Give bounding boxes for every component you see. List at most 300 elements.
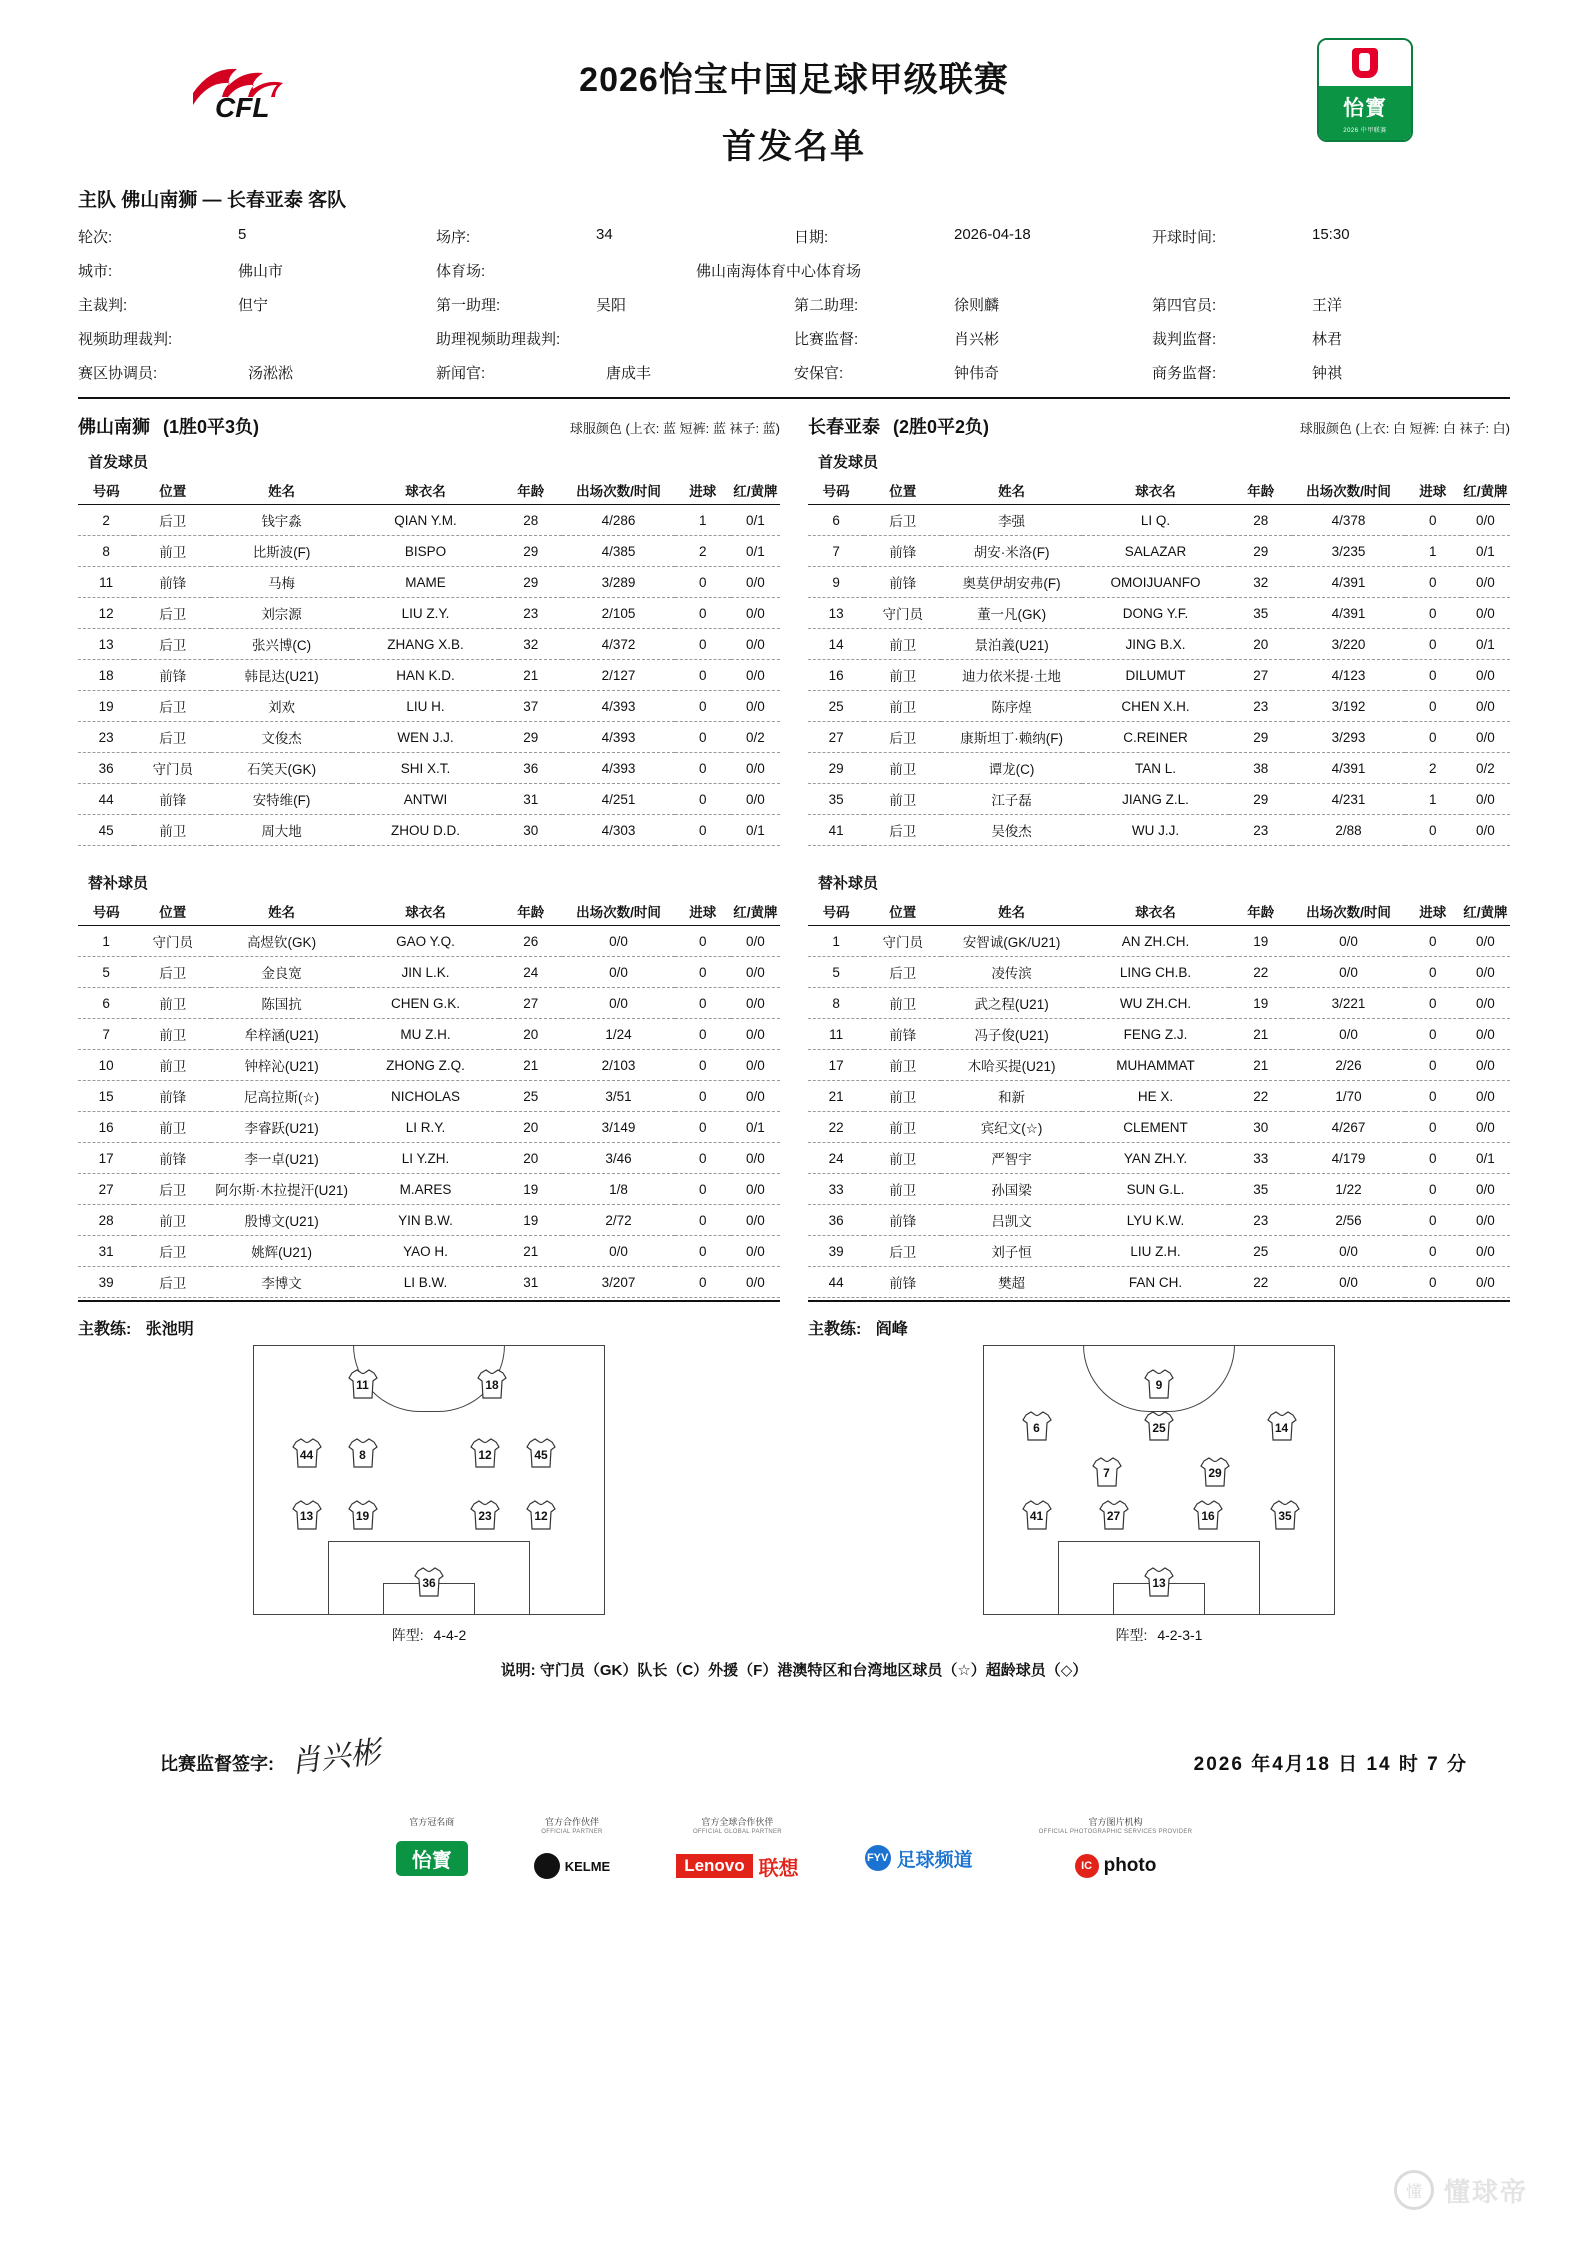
- cell-pos: 前锋: [134, 1143, 211, 1174]
- info-cell: 裁判监督: 林君: [1152, 331, 1343, 348]
- signature-date: 2026 年4月18 日 14 时 7 分: [1193, 1754, 1468, 1775]
- pitch-player-shirt-icon: 35: [1268, 1500, 1302, 1530]
- sponsor-name: 怡寳: [1343, 97, 1387, 120]
- cell-num: 45: [78, 815, 134, 846]
- cell-shirt: CLEMENT: [1082, 1112, 1229, 1143]
- cell-cards: 0/0: [731, 1081, 780, 1112]
- away-formation-label: 阵型: 4-2-3-1: [1115, 1627, 1203, 1643]
- table-row: [808, 1174, 1510, 1205]
- cell-name: 牟梓涵(U21): [211, 1019, 351, 1050]
- cell-shirt: HE X.: [1082, 1081, 1229, 1112]
- cell-goals: 2: [675, 536, 731, 567]
- cell-name: 安特维(F): [211, 784, 351, 815]
- home-subs-body: [78, 926, 780, 1298]
- cell-pos: 前卫: [864, 691, 941, 722]
- table-row: [78, 784, 780, 815]
- cell-name: 李强: [941, 505, 1081, 536]
- cell-age: 29: [1229, 784, 1292, 815]
- cell-age: 25: [499, 1081, 562, 1112]
- svg-text:CFL: CFL: [215, 92, 270, 123]
- cell-shirt: TAN L.: [1082, 753, 1229, 784]
- cell-goals: 0: [675, 722, 731, 753]
- cell-pos: 后卫: [134, 722, 211, 753]
- table-header-row: 号码 位置 姓名 球衣名 年龄 出场次数/时间 进球 红/黄牌: [78, 476, 780, 505]
- cell-goals: 0: [675, 1143, 731, 1174]
- table-row: [78, 1205, 780, 1236]
- cell-age: 23: [1229, 1205, 1292, 1236]
- cell-apps: 4/267: [1292, 1112, 1404, 1143]
- cell-goals: 0: [1405, 660, 1461, 691]
- cell-shirt: YAO H.: [352, 1236, 499, 1267]
- info-cell: 轮次: 5: [78, 226, 247, 246]
- info-cell: 第二助理: 徐则麟: [794, 297, 1000, 314]
- cell-name: 江子磊: [941, 784, 1081, 815]
- cell-name: 陈国抗: [211, 988, 351, 1019]
- footer-cell-photo-agency: 官方图片机构 OFFICIAL PHOTOGRAPHIC SERVICES PROVIDER IC photo: [1038, 1817, 1193, 1877]
- cell-age: 23: [499, 598, 562, 629]
- cell-num: 8: [78, 536, 134, 567]
- info-cell: 主裁判: 但宁: [78, 297, 269, 314]
- cell-pos: 守门员: [864, 926, 941, 957]
- cell-shirt: MUHAMMAT: [1082, 1050, 1229, 1081]
- cell-shirt: GAO Y.Q.: [352, 926, 499, 957]
- cell-age: 38: [1229, 753, 1292, 784]
- cell-shirt: LI Q.: [1082, 505, 1229, 536]
- cell-pos: 前卫: [864, 784, 941, 815]
- cell-age: 29: [499, 536, 562, 567]
- cell-age: 28: [1229, 505, 1292, 536]
- info-cell: 场序: 34: [436, 226, 613, 246]
- info-cell: 安保官: 钟伟奇: [794, 365, 1000, 382]
- cell-cards: 0/0: [1461, 1205, 1510, 1236]
- cell-pos: 前卫: [134, 536, 211, 567]
- cell-name: 李博文: [211, 1267, 351, 1298]
- cell-goals: 0: [675, 1081, 731, 1112]
- pitch-player-shirt-icon: 12: [468, 1438, 502, 1468]
- cell-cards: 0/1: [731, 536, 780, 567]
- cell-name: 和新: [941, 1081, 1081, 1112]
- cell-num: 5: [78, 957, 134, 988]
- cell-cards: 0/0: [731, 926, 780, 957]
- cell-goals: 0: [1405, 629, 1461, 660]
- cell-pos: 前卫: [134, 1019, 211, 1050]
- cell-cards: 0/0: [731, 1267, 780, 1298]
- pitch-player-shirt-icon: 29: [1198, 1457, 1232, 1487]
- cell-apps: 2/103: [562, 1050, 674, 1081]
- cell-name: 宾纪文(☆): [941, 1112, 1081, 1143]
- home-subs-table: [78, 897, 780, 1298]
- table-row: [78, 1143, 780, 1174]
- cell-num: 19: [78, 691, 134, 722]
- cell-shirt: LI B.W.: [352, 1267, 499, 1298]
- cell-apps: 0/0: [562, 1236, 674, 1267]
- teams-line: 主队 佛山南狮 — 长春亚泰 客队: [78, 190, 347, 211]
- cell-cards: 0/0: [731, 567, 780, 598]
- cell-goals: 0: [675, 660, 731, 691]
- cell-goals: 0: [1405, 1174, 1461, 1205]
- cell-age: 31: [499, 1267, 562, 1298]
- cell-pos: 前锋: [134, 784, 211, 815]
- cell-pos: 后卫: [134, 598, 211, 629]
- page-header: [0, 0, 1588, 185]
- cell-shirt: DILUMUT: [1082, 660, 1229, 691]
- cell-goals: 2: [1405, 753, 1461, 784]
- cell-num: 6: [78, 988, 134, 1019]
- cell-cards: 0/0: [1461, 505, 1510, 536]
- cell-shirt: CHEN G.K.: [352, 988, 499, 1019]
- cell-name: 严智宇: [941, 1143, 1081, 1174]
- cell-name: 刘子恒: [941, 1236, 1081, 1267]
- cell-shirt: SALAZAR: [1082, 536, 1229, 567]
- cell-shirt: WU J.J.: [1082, 815, 1229, 846]
- cell-num: 33: [808, 1174, 864, 1205]
- table-row: [808, 815, 1510, 846]
- cell-pos: 前锋: [134, 660, 211, 691]
- table-row: [78, 691, 780, 722]
- cell-goals: 1: [675, 505, 731, 536]
- cell-goals: 0: [1405, 505, 1461, 536]
- cell-num: 41: [808, 815, 864, 846]
- pitch-player-shirt-icon: 19: [346, 1500, 380, 1530]
- home-coach: 主教练: 张池明: [78, 1321, 194, 1338]
- table-row: [808, 1143, 1510, 1174]
- cell-shirt: FAN CH.: [1082, 1267, 1229, 1298]
- cell-cards: 0/0: [731, 1205, 780, 1236]
- cell-apps: 4/385: [562, 536, 674, 567]
- table-row: [808, 1081, 1510, 1112]
- table-row: [78, 957, 780, 988]
- cell-goals: 1: [1405, 784, 1461, 815]
- pitch-player-shirt-icon: 23: [468, 1500, 502, 1530]
- cell-cards: 0/0: [731, 598, 780, 629]
- cell-goals: 0: [675, 957, 731, 988]
- cell-cards: 0/0: [731, 957, 780, 988]
- table-row: [808, 691, 1510, 722]
- cell-age: 20: [499, 1112, 562, 1143]
- cell-pos: 后卫: [864, 815, 941, 846]
- table-row: [808, 1267, 1510, 1298]
- cell-num: 44: [808, 1267, 864, 1298]
- cell-pos: 前锋: [864, 1019, 941, 1050]
- cell-age: 20: [1229, 629, 1292, 660]
- info-cell: 日期: 2026-04-18: [794, 226, 1031, 246]
- cell-name: 奥莫伊胡安弗(F): [941, 567, 1081, 598]
- cell-shirt: WEN J.J.: [352, 722, 499, 753]
- cell-shirt: NICHOLAS: [352, 1081, 499, 1112]
- cell-pos: 后卫: [134, 629, 211, 660]
- pitch-player-shirt-icon: 13: [1142, 1567, 1176, 1597]
- cell-num: 35: [808, 784, 864, 815]
- cell-goals: 0: [1405, 957, 1461, 988]
- cell-age: 35: [1229, 1174, 1292, 1205]
- cell-apps: 0/0: [1292, 1267, 1404, 1298]
- cell-apps: 2/56: [1292, 1205, 1404, 1236]
- cell-shirt: LYU K.W.: [1082, 1205, 1229, 1236]
- cell-goals: 0: [675, 567, 731, 598]
- cell-age: 36: [499, 753, 562, 784]
- cell-age: 29: [1229, 536, 1292, 567]
- cell-apps: 1/24: [562, 1019, 674, 1050]
- cell-shirt: MU Z.H.: [352, 1019, 499, 1050]
- cell-goals: 0: [1405, 1050, 1461, 1081]
- cell-pos: 前卫: [864, 1081, 941, 1112]
- cell-name: 马梅: [211, 567, 351, 598]
- table-row: [78, 1267, 780, 1298]
- table-row: [808, 784, 1510, 815]
- table-row: [808, 1205, 1510, 1236]
- cell-goals: 0: [675, 1112, 731, 1143]
- pitch-player-shirt-icon: 41: [1020, 1500, 1054, 1530]
- cell-age: 23: [1229, 691, 1292, 722]
- cell-num: 21: [808, 1081, 864, 1112]
- cell-pos: 前卫: [864, 753, 941, 784]
- pitch-player-shirt-icon: 44: [290, 1438, 324, 1468]
- cell-apps: 0/0: [562, 988, 674, 1019]
- cell-pos: 后卫: [134, 1174, 211, 1205]
- cell-pos: 前锋: [864, 536, 941, 567]
- home-starters-label: 首发球员: [88, 454, 149, 471]
- cell-cards: 0/1: [1461, 536, 1510, 567]
- pitch-player-shirt-icon: 27: [1097, 1500, 1131, 1530]
- cell-age: 21: [499, 660, 562, 691]
- table-row: [78, 1019, 780, 1050]
- cell-goals: 0: [675, 598, 731, 629]
- cell-pos: 前卫: [864, 660, 941, 691]
- away-formation: [808, 1345, 1510, 1645]
- cell-num: 11: [808, 1019, 864, 1050]
- cell-shirt: FENG Z.J.: [1082, 1019, 1229, 1050]
- cell-num: 7: [78, 1019, 134, 1050]
- cell-cards: 0/2: [731, 722, 780, 753]
- table-header-row: 号码 位置 姓名 球衣名 年龄 出场次数/时间 进球 红/黄牌: [808, 897, 1510, 926]
- table-row: [78, 988, 780, 1019]
- cell-apps: 0/0: [1292, 957, 1404, 988]
- home-formation: [78, 1345, 780, 1645]
- away-pitch-diagram: [983, 1345, 1335, 1615]
- table-row: [808, 598, 1510, 629]
- cell-name: 殷博文(U21): [211, 1205, 351, 1236]
- cell-name: 刘宗源: [211, 598, 351, 629]
- table-header-row: 号码 位置 姓名 球衣名 年龄 出场次数/时间 进球 红/黄牌: [808, 476, 1510, 505]
- cell-age: 35: [1229, 598, 1292, 629]
- cell-apps: 2/72: [562, 1205, 674, 1236]
- cell-pos: 后卫: [134, 691, 211, 722]
- table-row: [808, 567, 1510, 598]
- cell-goals: 0: [1405, 722, 1461, 753]
- cell-num: 7: [808, 536, 864, 567]
- cell-apps: 4/123: [1292, 660, 1404, 691]
- cell-cards: 0/0: [731, 988, 780, 1019]
- cell-num: 6: [808, 505, 864, 536]
- pitch-player-shirt-icon: 14: [1265, 1411, 1299, 1441]
- cell-apps: 3/46: [562, 1143, 674, 1174]
- cell-name: 樊超: [941, 1267, 1081, 1298]
- pitch-player-shirt-icon: 16: [1191, 1500, 1225, 1530]
- cell-goals: 0: [675, 926, 731, 957]
- table-row: [808, 1019, 1510, 1050]
- cell-cards: 0/0: [731, 691, 780, 722]
- cell-goals: 0: [1405, 598, 1461, 629]
- cell-name: 胡安·米洛(F): [941, 536, 1081, 567]
- cell-num: 9: [808, 567, 864, 598]
- cell-num: 5: [808, 957, 864, 988]
- cell-num: 44: [78, 784, 134, 815]
- cell-num: 8: [808, 988, 864, 1019]
- cell-pos: 前锋: [864, 1267, 941, 1298]
- divider: [78, 397, 1510, 399]
- title-main: 2026怡宝中国足球甲级联赛: [579, 61, 1009, 99]
- home-starters-table: [78, 476, 780, 846]
- footer-cell-global-partner: 官方全球合作伙伴 OFFICIAL GLOBAL PARTNER Lenovo 联想: [676, 1816, 798, 1884]
- cell-num: 13: [808, 598, 864, 629]
- pitch-player-shirt-icon: 45: [524, 1438, 558, 1468]
- cell-num: 24: [808, 1143, 864, 1174]
- cell-pos: 前卫: [864, 1174, 941, 1205]
- cell-name: 安智诚(GK/U21): [941, 926, 1081, 957]
- cell-num: 17: [808, 1050, 864, 1081]
- cell-pos: 前卫: [134, 1050, 211, 1081]
- cell-pos: 守门员: [864, 598, 941, 629]
- cell-age: 32: [1229, 567, 1292, 598]
- away-coach: 主教练: 阎峰: [808, 1321, 908, 1338]
- title-sub: 首发名单: [722, 128, 866, 166]
- cell-shirt: C.REINER: [1082, 722, 1229, 753]
- pitch-player-shirt-icon: 7: [1090, 1457, 1124, 1487]
- home-formation-label: 阵型: 4-4-2: [391, 1627, 467, 1643]
- pitch-player-shirt-icon: 11: [346, 1369, 380, 1399]
- pitch-player-shirt-icon: 36: [412, 1567, 446, 1597]
- icphoto-logo-icon: IC photo: [1075, 1854, 1157, 1878]
- cell-pos: 前锋: [864, 1205, 941, 1236]
- cell-goals: 0: [675, 753, 731, 784]
- cell-goals: 0: [1405, 1019, 1461, 1050]
- cell-apps: 2/105: [562, 598, 674, 629]
- cell-name: 孙国梁: [941, 1174, 1081, 1205]
- cell-name: 阿尔斯·木拉提汗(U21): [211, 1174, 351, 1205]
- cell-num: 17: [78, 1143, 134, 1174]
- cell-age: 22: [1229, 1081, 1292, 1112]
- cell-pos: 前卫: [864, 629, 941, 660]
- cell-num: 18: [78, 660, 134, 691]
- cell-cards: 0/0: [1461, 988, 1510, 1019]
- cell-cards: 0/0: [731, 1143, 780, 1174]
- cell-goals: 0: [675, 629, 731, 660]
- cell-age: 19: [499, 1205, 562, 1236]
- cell-goals: 0: [1405, 1112, 1461, 1143]
- cell-apps: 3/192: [1292, 691, 1404, 722]
- cell-age: 30: [1229, 1112, 1292, 1143]
- cell-cards: 0/0: [1461, 1019, 1510, 1050]
- cell-age: 27: [499, 988, 562, 1019]
- cell-apps: 3/220: [1292, 629, 1404, 660]
- away-subs-body: [808, 926, 1510, 1298]
- cell-goals: 0: [675, 1205, 731, 1236]
- table-row: [808, 629, 1510, 660]
- cell-name: 李睿跃(U21): [211, 1112, 351, 1143]
- cell-cards: 0/2: [1461, 753, 1510, 784]
- info-cell: 比赛监督: 肖兴彬: [794, 331, 1000, 348]
- info-cell: 助理视频助理裁判:: [436, 331, 561, 348]
- cell-name: 比斯波(F): [211, 536, 351, 567]
- cell-shirt: BISPO: [352, 536, 499, 567]
- cell-goals: 0: [1405, 1081, 1461, 1112]
- cell-shirt: ZHOU D.D.: [352, 815, 499, 846]
- cell-apps: 1/8: [562, 1174, 674, 1205]
- cell-num: 1: [78, 926, 134, 957]
- pitch-player-shirt-icon: 18: [475, 1369, 509, 1399]
- cell-apps: 2/127: [562, 660, 674, 691]
- cell-pos: 后卫: [864, 1236, 941, 1267]
- cell-cards: 0/0: [731, 629, 780, 660]
- cell-name: 董一凡(GK): [941, 598, 1081, 629]
- away-kit-colors: 球服颜色 (上衣: 白 短裤: 白 袜子: 白): [1299, 421, 1510, 436]
- cell-shirt: MAME: [352, 567, 499, 598]
- cell-pos: 前卫: [864, 1050, 941, 1081]
- cell-name: 凌传滨: [941, 957, 1081, 988]
- cell-pos: 前锋: [864, 567, 941, 598]
- cell-apps: 4/372: [562, 629, 674, 660]
- table-row: [808, 505, 1510, 536]
- cell-cards: 0/0: [1461, 1174, 1510, 1205]
- cell-cards: 0/0: [1461, 957, 1510, 988]
- cell-name: 谭龙(C): [941, 753, 1081, 784]
- away-starters-table: [808, 476, 1510, 846]
- cell-apps: 0/0: [562, 926, 674, 957]
- cell-num: 10: [78, 1050, 134, 1081]
- cell-goals: 0: [1405, 815, 1461, 846]
- cell-num: 13: [78, 629, 134, 660]
- signature-image: 肖兴彬: [288, 1735, 383, 1780]
- cell-shirt: LI R.Y.: [352, 1112, 499, 1143]
- cell-shirt: SUN G.L.: [1082, 1174, 1229, 1205]
- cell-goals: 0: [1405, 567, 1461, 598]
- cell-shirt: M.ARES: [352, 1174, 499, 1205]
- team-columns: [78, 413, 1510, 1339]
- cell-apps: 4/378: [1292, 505, 1404, 536]
- cell-age: 37: [499, 691, 562, 722]
- cell-shirt: SHI X.T.: [352, 753, 499, 784]
- cell-cards: 0/0: [1461, 815, 1510, 846]
- cell-age: 22: [1229, 957, 1292, 988]
- cell-shirt: YIN B.W.: [352, 1205, 499, 1236]
- cell-apps: 4/286: [562, 505, 674, 536]
- cell-shirt: HAN K.D.: [352, 660, 499, 691]
- cell-name: 文俊杰: [211, 722, 351, 753]
- cell-name: 高煜钦(GK): [211, 926, 351, 957]
- cell-goals: 0: [1405, 1205, 1461, 1236]
- info-cell: 体育场: 佛山南海体育中心体育场: [436, 263, 862, 280]
- cell-num: 11: [78, 567, 134, 598]
- cell-apps: 4/231: [1292, 784, 1404, 815]
- cell-shirt: ANTWI: [352, 784, 499, 815]
- cell-num: 1: [808, 926, 864, 957]
- cell-age: 26: [499, 926, 562, 957]
- home-starters-body: [78, 505, 780, 846]
- cell-cards: 0/0: [731, 1236, 780, 1267]
- table-row: [808, 1112, 1510, 1143]
- cell-apps: 4/391: [1292, 598, 1404, 629]
- sponsor-logo-icon: [1317, 38, 1413, 142]
- cell-name: 吴俊杰: [941, 815, 1081, 846]
- table-row: [808, 988, 1510, 1019]
- table-row: [78, 505, 780, 536]
- lenovo-logo-icon: Lenovo 联想: [676, 1852, 798, 1881]
- cell-goals: 0: [1405, 926, 1461, 957]
- cell-num: 39: [808, 1236, 864, 1267]
- cell-name: 木哈买提(U21): [941, 1050, 1081, 1081]
- cell-cards: 0/1: [1461, 1143, 1510, 1174]
- cell-shirt: AN ZH.CH.: [1082, 926, 1229, 957]
